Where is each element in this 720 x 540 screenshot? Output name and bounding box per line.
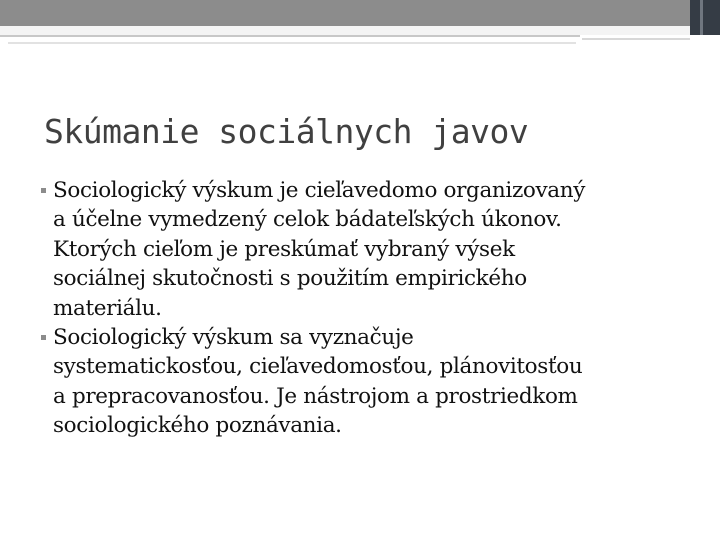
bullet-text-line: a účelne vymedzený celok bádateľských úkonov. — [53, 207, 562, 233]
header-corner-stripe — [700, 0, 703, 35]
slide-title: Skúmanie sociálnych javov — [44, 112, 529, 151]
header-bar — [0, 0, 690, 26]
bullet-marker-icon — [41, 335, 46, 340]
bullet-marker-icon — [41, 188, 46, 193]
bullet-text-line: Ktorých cieľom je preskúmať vybraný výsek — [53, 236, 515, 262]
bullet-text-line: a prepracovanosťou. Je nástrojom a prostriedkom — [53, 383, 578, 409]
bullet-text-line: systematickosťou, cieľavedomosťou, plánovitosťou — [53, 354, 583, 380]
header-rule-secondary — [8, 42, 576, 44]
header-band — [0, 26, 690, 35]
header-rule — [0, 35, 580, 37]
bullet-text-line: materiálu. — [53, 295, 162, 321]
header-corner-block — [690, 0, 720, 35]
bullet-item — [41, 176, 701, 323]
bullet-text-line: sociálnej skutočnosti s použitím empirického — [53, 266, 527, 292]
bullet-text-line: Sociologický výskum sa vyznačuje — [53, 325, 414, 351]
slide-content — [41, 176, 701, 441]
bullet-text-line: sociologického poznávania. — [53, 413, 342, 439]
header-rule-tertiary — [582, 38, 690, 40]
bullet-text-line: Sociologický výskum je cieľavedomo organizovaný — [53, 178, 586, 203]
bullet-item — [41, 323, 701, 441]
